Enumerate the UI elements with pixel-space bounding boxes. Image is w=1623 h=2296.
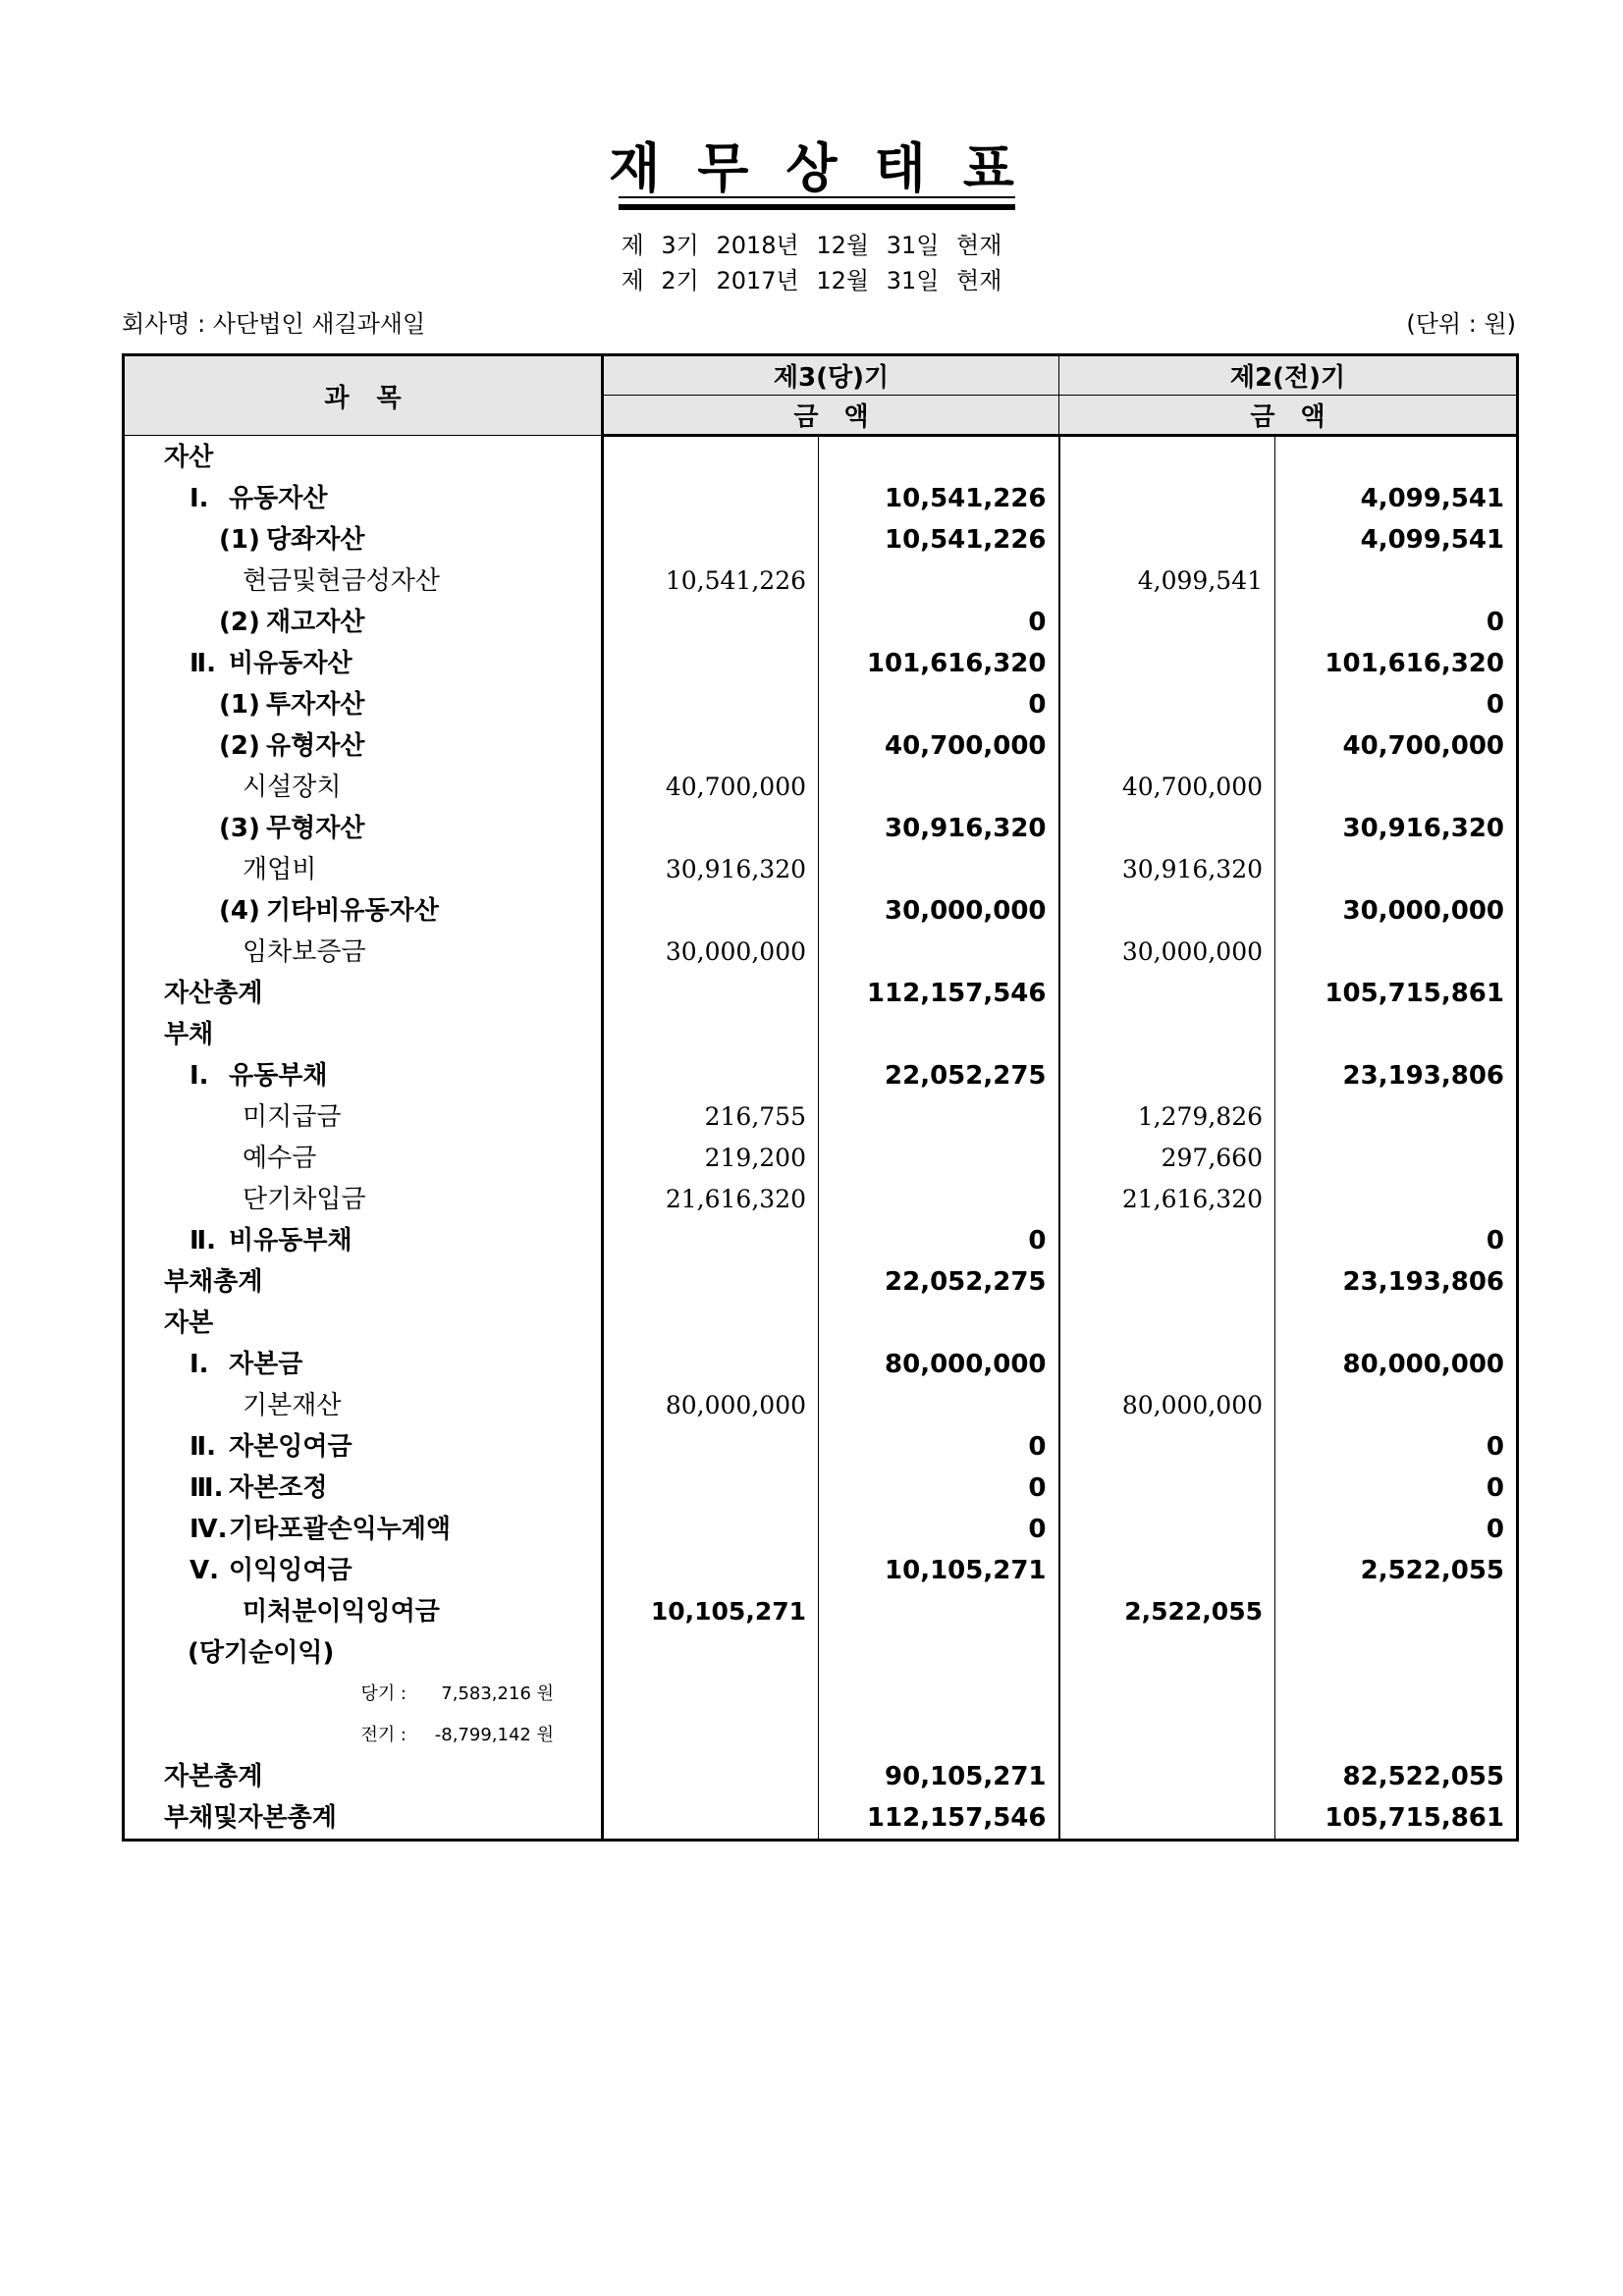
- table-row: [124, 849, 1518, 890]
- row-mark: (2): [219, 608, 260, 637]
- amount-cell-v4: 4,099,541: [1360, 484, 1504, 513]
- table-row: [124, 1096, 1518, 1138]
- row-label-cell: [124, 643, 603, 684]
- amount-cell-v3: [1059, 1014, 1275, 1055]
- amount-cell-v2: 30,916,320: [819, 808, 1059, 849]
- amount-cell-v4: 2,522,055: [1360, 1556, 1504, 1585]
- amount-cell-v1: [603, 1344, 819, 1385]
- row-label: 기본재산: [243, 1391, 342, 1420]
- amount-cell-v4: [1275, 1715, 1518, 1756]
- row-label-cell: [124, 767, 603, 808]
- amount-cell-v2: [819, 849, 1059, 890]
- row-label-cell: [124, 1797, 603, 1841]
- row-label-cell: [124, 519, 603, 561]
- amount-cell-v2: 101,616,320: [819, 643, 1059, 684]
- amount-cell-v3: [1059, 1426, 1275, 1468]
- table-row: [124, 808, 1518, 849]
- amount-cell-v1: [603, 1756, 819, 1797]
- amount-cell-v2: [819, 1632, 1059, 1674]
- amount-cell-v4: [1275, 932, 1518, 973]
- row-label: 당좌자산: [266, 525, 365, 555]
- amount-cell-v3: [1059, 1797, 1275, 1841]
- amount-cell-v3: [1059, 478, 1275, 519]
- amount-cell-v3: 1,279,826: [1059, 1096, 1275, 1138]
- row-label: 유동자산: [229, 484, 328, 513]
- header-current: 제3(당)기: [603, 355, 1059, 396]
- row-mark: Ⅱ.: [189, 1226, 217, 1255]
- amount-cell-v4: 0: [1486, 608, 1504, 637]
- amount-cell-v2: 112,157,546: [819, 1797, 1059, 1841]
- amount-cell-v3: [1059, 1261, 1275, 1303]
- amount-cell-v4: [1275, 1632, 1518, 1674]
- row-label-cell: [124, 1344, 603, 1385]
- amount-cell-v4: 23,193,806: [1342, 1061, 1504, 1091]
- header-current-amount: 금액: [603, 396, 1059, 436]
- amount-cell-v2: [819, 1715, 1059, 1756]
- row-mark: (2): [219, 731, 260, 761]
- amount-cell-v3: [1059, 808, 1275, 849]
- table-row: [124, 1509, 1518, 1550]
- amount-cell-v4: 0: [1486, 1515, 1504, 1544]
- amount-cell-v3: 80,000,000: [1059, 1385, 1275, 1426]
- amount-cell-v4: [1275, 1303, 1518, 1344]
- title-rule-thin: [619, 196, 1015, 198]
- table-row: [124, 436, 1518, 479]
- amount-cell-v3: [1059, 1055, 1275, 1096]
- row-label-cell: [124, 1550, 603, 1591]
- company-name: 회사명 : 사단법인 새길과새일: [122, 310, 426, 338]
- amount-cell-v4: 23,193,806: [1342, 1267, 1504, 1297]
- table-row: [124, 1550, 1518, 1591]
- amount-cell-v3: [1059, 684, 1275, 725]
- table-row: [124, 973, 1518, 1014]
- amount-cell-v1: 219,200: [603, 1138, 819, 1179]
- table-row: [124, 1591, 1518, 1632]
- row-label: 개업비: [243, 855, 317, 884]
- period-block: [0, 228, 1623, 298]
- amount-cell-v3: 297,660: [1059, 1138, 1275, 1179]
- row-label: 단기차입금: [243, 1185, 366, 1214]
- amount-cell-v1: [603, 1715, 819, 1756]
- amount-cell-v1: [603, 1303, 819, 1344]
- amount-cell-v3: [1059, 725, 1275, 767]
- amount-cell-v2: 0: [819, 684, 1059, 725]
- amount-cell-v2: [819, 1096, 1059, 1138]
- amount-cell-v2: [819, 1385, 1059, 1426]
- amount-cell-v3: 21,616,320: [1059, 1179, 1275, 1220]
- amount-cell-v3: 2,522,055: [1059, 1591, 1275, 1632]
- row-label-cell: [124, 932, 603, 973]
- table-row: [124, 890, 1518, 932]
- amount-cell-v1: [603, 808, 819, 849]
- amount-cell-v4: [1275, 1385, 1518, 1426]
- table-row: [124, 478, 1518, 519]
- row-label-cell: [124, 1756, 603, 1797]
- amount-cell-v3: [1059, 1468, 1275, 1509]
- amount-cell-v2: 90,105,271: [819, 1756, 1059, 1797]
- amount-cell-v1: [603, 1055, 819, 1096]
- row-label-cell: [124, 561, 603, 602]
- amount-cell-v1: [603, 1509, 819, 1550]
- header-subject: 과목: [124, 355, 603, 436]
- row-label-cell: [124, 1426, 603, 1468]
- row-label-cell: [124, 725, 603, 767]
- amount-cell-v1: 40,700,000: [603, 767, 819, 808]
- row-label: 비유동부채: [229, 1226, 352, 1255]
- amount-cell-v3: [1059, 643, 1275, 684]
- amount-cell-v3: [1059, 1220, 1275, 1261]
- amount-cell-v3: [1059, 602, 1275, 643]
- row-label: 미지급금: [243, 1102, 342, 1132]
- title-rule-thick: [619, 204, 1015, 210]
- amount-cell-v3: [1059, 1632, 1275, 1674]
- table-row: [124, 1055, 1518, 1096]
- amount-cell-v1: [603, 519, 819, 561]
- row-label: 무형자산: [266, 814, 365, 843]
- row-label: 유형자산: [266, 731, 365, 761]
- table-row: [124, 561, 1518, 602]
- amount-cell-v2: 10,541,226: [819, 519, 1059, 561]
- row-label-cell: [124, 1303, 603, 1344]
- amount-cell-v4: 30,916,320: [1342, 814, 1504, 843]
- row-label: 자본금: [229, 1350, 303, 1379]
- amount-cell-v4: [1275, 436, 1518, 479]
- amount-cell-v1: 21,616,320: [603, 1179, 819, 1220]
- amount-cell-v4: [1275, 1179, 1518, 1220]
- note-value: 7,583,216 원: [441, 1683, 554, 1704]
- table-row: [124, 1261, 1518, 1303]
- note-label: 당기 :: [360, 1683, 406, 1704]
- amount-cell-v1: 30,000,000: [603, 932, 819, 973]
- row-label-cell: [124, 973, 603, 1014]
- title-block: [0, 137, 1623, 200]
- row-label-cell: [124, 478, 603, 519]
- amount-cell-v4: 40,700,000: [1342, 731, 1504, 761]
- row-label: 기타포괄손익누계액: [229, 1515, 452, 1544]
- row-mark: Ⅱ.: [189, 649, 217, 678]
- amount-cell-v2: 0: [819, 1468, 1059, 1509]
- table-row: [124, 1303, 1518, 1344]
- amount-cell-v2: 22,052,275: [819, 1261, 1059, 1303]
- amount-cell-v2: 112,157,546: [819, 973, 1059, 1014]
- amount-cell-v4: 101,616,320: [1325, 649, 1504, 678]
- unit-label: (단위 : 원): [1406, 310, 1516, 338]
- table-row: [124, 1426, 1518, 1468]
- amount-cell-v2: 10,105,271: [819, 1550, 1059, 1591]
- table-row: [124, 1756, 1518, 1797]
- amount-cell-v2: [819, 932, 1059, 973]
- table-row: [124, 1797, 1518, 1841]
- amount-cell-v4: [1275, 1138, 1518, 1179]
- row-mark: Ⅲ.: [189, 1473, 224, 1503]
- row-label: 부채및자본총계: [164, 1803, 337, 1833]
- amount-cell-v3: 40,700,000: [1059, 767, 1275, 808]
- row-label: 자본조정: [229, 1473, 328, 1503]
- row-label: 유동부채: [229, 1061, 328, 1091]
- amount-cell-v1: [603, 1550, 819, 1591]
- row-label: 투자자산: [266, 690, 365, 720]
- amount-cell-v3: [1059, 1715, 1275, 1756]
- row-label-cell: [124, 1014, 603, 1055]
- row-label-cell: [124, 436, 603, 479]
- amount-cell-v4: 0: [1486, 690, 1504, 720]
- table-row: [124, 1014, 1518, 1055]
- row-label-cell: [124, 1096, 603, 1138]
- amount-cell-v1: [603, 1674, 819, 1715]
- row-label-cell: [124, 1715, 603, 1756]
- row-label: 임차보증금: [243, 937, 366, 967]
- row-label: 자본잉여금: [229, 1432, 352, 1462]
- row-label: 현금및현금성자산: [243, 566, 440, 596]
- amount-cell-v4: [1275, 1591, 1518, 1632]
- amount-cell-v3: 30,000,000: [1059, 932, 1275, 973]
- row-label-cell: [124, 1509, 603, 1550]
- table-row: [124, 1385, 1518, 1426]
- table-row: [124, 767, 1518, 808]
- amount-cell-v2: [819, 561, 1059, 602]
- amount-cell-v3: 30,916,320: [1059, 849, 1275, 890]
- amount-cell-v1: [603, 602, 819, 643]
- row-label: 기타비유동자산: [266, 896, 439, 926]
- amount-cell-v3: [1059, 1509, 1275, 1550]
- row-label-cell: [124, 602, 603, 643]
- amount-cell-v1: [603, 684, 819, 725]
- amount-cell-v1: [603, 1220, 819, 1261]
- table-row: [124, 1468, 1518, 1509]
- row-label-cell: [124, 890, 603, 932]
- amount-cell-v1: [603, 436, 819, 479]
- header-prior-amount: 금액: [1059, 396, 1518, 436]
- row-label-cell: [124, 1632, 603, 1674]
- amount-cell-v4: 0: [1486, 1226, 1504, 1255]
- amount-cell-v2: [819, 1014, 1059, 1055]
- amount-cell-v1: [603, 478, 819, 519]
- row-mark: (3): [219, 814, 260, 843]
- row-label-cell: [124, 1138, 603, 1179]
- table-row: [124, 1632, 1518, 1674]
- row-label-cell: [124, 684, 603, 725]
- row-label-cell: [124, 1179, 603, 1220]
- row-label: (당기순이익): [188, 1638, 335, 1668]
- row-label-cell: [124, 1220, 603, 1261]
- row-label: 시설장치: [243, 773, 342, 802]
- table-row: [124, 1715, 1518, 1756]
- amount-cell-v3: [1059, 519, 1275, 561]
- row-label-cell: [124, 1468, 603, 1509]
- amount-cell-v4: 105,715,861: [1325, 979, 1504, 1008]
- table-row: [124, 1179, 1518, 1220]
- amount-cell-v1: [603, 643, 819, 684]
- row-mark: (1): [219, 525, 260, 555]
- row-label-cell: [124, 1261, 603, 1303]
- amount-cell-v2: [819, 436, 1059, 479]
- amount-cell-v2: 0: [819, 1426, 1059, 1468]
- note-label: 전기 :: [360, 1725, 406, 1745]
- amount-cell-v1: 216,755: [603, 1096, 819, 1138]
- row-mark: Ⅰ.: [189, 484, 209, 513]
- document-title: 재무상태표: [609, 137, 1052, 199]
- row-label: 이익잉여금: [229, 1556, 352, 1585]
- amount-cell-v2: 0: [819, 1220, 1059, 1261]
- table-row: [124, 932, 1518, 973]
- table-row: [124, 1344, 1518, 1385]
- row-mark: (4): [219, 896, 260, 926]
- row-mark: (1): [219, 690, 260, 720]
- table-row: [124, 1674, 1518, 1715]
- amount-cell-v1: 30,916,320: [603, 849, 819, 890]
- amount-cell-v2: 80,000,000: [819, 1344, 1059, 1385]
- amount-cell-v2: 30,000,000: [819, 890, 1059, 932]
- amount-cell-v2: 22,052,275: [819, 1055, 1059, 1096]
- table-row: [124, 725, 1518, 767]
- amount-cell-v3: [1059, 436, 1275, 479]
- row-label: 비유동자산: [229, 649, 352, 678]
- amount-cell-v4: 0: [1486, 1432, 1504, 1462]
- amount-cell-v1: [603, 725, 819, 767]
- row-label-cell: [124, 1674, 603, 1715]
- amount-cell-v2: [819, 1179, 1059, 1220]
- amount-cell-v1: [603, 1797, 819, 1841]
- row-mark: Ⅱ.: [189, 1432, 217, 1462]
- amount-cell-v1: [603, 973, 819, 1014]
- row-label: 부채: [164, 1020, 214, 1049]
- amount-cell-v4: [1275, 561, 1518, 602]
- amount-cell-v3: [1059, 1344, 1275, 1385]
- row-label: 자산: [164, 442, 214, 472]
- amount-cell-v1: [603, 1014, 819, 1055]
- amount-cell-v4: [1275, 1096, 1518, 1138]
- row-label-cell: [124, 849, 603, 890]
- table-row: [124, 1220, 1518, 1261]
- amount-cell-v4: [1275, 767, 1518, 808]
- amount-cell-v3: [1059, 890, 1275, 932]
- amount-cell-v4: [1275, 1014, 1518, 1055]
- note-value: -8,799,142 원: [434, 1725, 554, 1745]
- row-label-cell: [124, 808, 603, 849]
- row-label: 부채총계: [164, 1267, 263, 1297]
- amount-cell-v1: [603, 1426, 819, 1468]
- amount-cell-v1: 80,000,000: [603, 1385, 819, 1426]
- row-mark: Ⅳ.: [189, 1515, 228, 1544]
- amount-cell-v4: 0: [1486, 1473, 1504, 1503]
- table-body: [124, 436, 1518, 1841]
- period-prior: 제 2기 2017년 12월 31일 현재: [621, 267, 1002, 294]
- table-row: [124, 1138, 1518, 1179]
- amount-cell-v2: [819, 1674, 1059, 1715]
- amount-cell-v1: [603, 890, 819, 932]
- amount-cell-v2: [819, 767, 1059, 808]
- row-label-cell: [124, 1055, 603, 1096]
- amount-cell-v1: [603, 1261, 819, 1303]
- amount-cell-v3: 4,099,541: [1059, 561, 1275, 602]
- period-current: 제 3기 2018년 12월 31일 현재: [621, 232, 1002, 259]
- amount-cell-v3: [1059, 1550, 1275, 1591]
- row-mark: Ⅴ.: [189, 1556, 219, 1585]
- row-label: 자본: [164, 1308, 214, 1338]
- row-label-cell: [124, 1385, 603, 1426]
- header-prior: 제2(전)기: [1059, 355, 1518, 396]
- amount-cell-v2: 10,541,226: [819, 478, 1059, 519]
- row-label: 재고자산: [266, 608, 365, 637]
- amount-cell-v2: [819, 1138, 1059, 1179]
- amount-cell-v4: 105,715,861: [1325, 1803, 1504, 1833]
- amount-cell-v1: 10,541,226: [603, 561, 819, 602]
- amount-cell-v3: [1059, 1303, 1275, 1344]
- amount-cell-v4: 4,099,541: [1360, 525, 1504, 555]
- amount-cell-v4: [1275, 1674, 1518, 1715]
- table-row: [124, 519, 1518, 561]
- amount-cell-v2: 40,700,000: [819, 725, 1059, 767]
- balance-sheet-table: [122, 353, 1519, 1842]
- amount-cell-v3: [1059, 1674, 1275, 1715]
- amount-cell-v1: [603, 1632, 819, 1674]
- row-mark: Ⅰ.: [189, 1061, 209, 1091]
- row-label: 자본총계: [164, 1762, 263, 1791]
- amount-cell-v2: 0: [819, 602, 1059, 643]
- amount-cell-v4: [1275, 849, 1518, 890]
- amount-cell-v4: 80,000,000: [1342, 1350, 1504, 1379]
- row-label: 미처분이익잉여금: [243, 1597, 440, 1627]
- amount-cell-v2: [819, 1303, 1059, 1344]
- table-row: [124, 643, 1518, 684]
- amount-cell-v1: 10,105,271: [603, 1591, 819, 1632]
- amount-cell-v2: [819, 1591, 1059, 1632]
- table-row: [124, 684, 1518, 725]
- row-label: 자산총계: [164, 979, 263, 1008]
- amount-cell-v1: [603, 1468, 819, 1509]
- amount-cell-v3: [1059, 973, 1275, 1014]
- row-label: 예수금: [243, 1144, 317, 1173]
- amount-cell-v4: 30,000,000: [1342, 896, 1504, 926]
- amount-cell-v4: 82,522,055: [1342, 1762, 1504, 1791]
- amount-cell-v2: 0: [819, 1509, 1059, 1550]
- row-mark: Ⅰ.: [189, 1350, 209, 1379]
- table-row: [124, 602, 1518, 643]
- amount-cell-v3: [1059, 1756, 1275, 1797]
- row-label-cell: [124, 1591, 603, 1632]
